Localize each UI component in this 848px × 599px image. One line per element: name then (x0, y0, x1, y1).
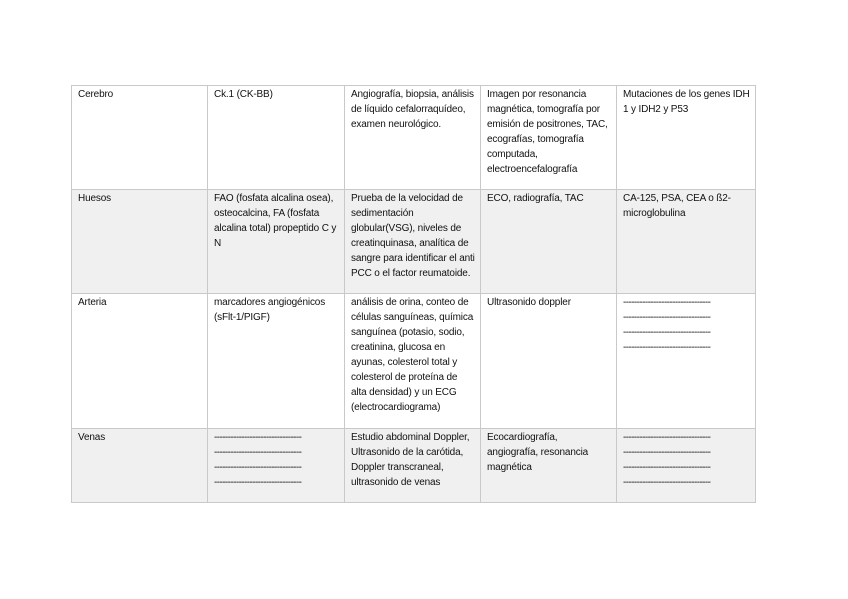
placeholder-dash-line: -------------------------------- (623, 432, 711, 443)
table-row (72, 86, 756, 190)
placeholder-dash-line: -------------------------------- (623, 327, 711, 338)
markers-cell: marcadores angiogénicos (sFlt-1/PIGF) (208, 294, 345, 429)
genes-cell: CA-125, PSA, CEA o ß2-microglobulina (617, 190, 756, 294)
placeholder-dash-line: -------------------------------- (214, 462, 302, 473)
imaging-cell: ECO, radiografía, TAC (481, 190, 617, 294)
organ-cell: Cerebro (72, 86, 208, 190)
imaging-cell: Ultrasonido doppler (481, 294, 617, 429)
placeholder-dash-line: -------------------------------- (214, 477, 302, 488)
placeholder-dash-line: -------------------------------- (623, 312, 711, 323)
placeholder-dash-line: -------------------------------- (214, 447, 302, 458)
placeholder-dash-line: -------------------------------- (623, 447, 711, 458)
diagnostic-table (71, 85, 756, 503)
table-row (72, 190, 756, 294)
imaging-cell: Imagen por resonancia magnética, tomografía por emisión de positrones, TAC, ecografías, tomografía computada, electroencefalografía (481, 86, 617, 190)
tests-cell: Prueba de la velocidad de sedimentación globular(VSG), niveles de creatinquinasa, analítica de sangre para identificar el anti PCC o el factor reumatoide. (345, 190, 481, 294)
organ-cell: Arteria (72, 294, 208, 429)
imaging-cell: Ecocardiografía, angiografía, resonancia magnética (481, 429, 617, 503)
placeholder-dash-line: -------------------------------- (623, 462, 711, 473)
table-row (72, 429, 756, 503)
placeholder-dash-line: -------------------------------- (623, 477, 711, 488)
placeholder-dash-line: -------------------------------- (214, 432, 302, 443)
tests-cell: Angiografía, biopsia, análisis de líquido cefalorraquídeo, examen neurológico. (345, 86, 481, 190)
markers-cell: FAO (fosfata alcalina osea), osteocalcina, FA (fosfata alcalina total) propeptido C y N (208, 190, 345, 294)
genes-cell: Mutaciones de los genes IDH 1 y IDH2 y P53 (617, 86, 756, 190)
organ-cell: Venas (72, 429, 208, 503)
markers-cell (208, 429, 345, 503)
tests-cell: Estudio abdominal Doppler, Ultrasonido de la carótida, Doppler transcraneal, ultrasonido de venas (345, 429, 481, 503)
placeholder-dash-line: -------------------------------- (623, 342, 711, 353)
table-row (72, 294, 756, 429)
genes-cell (617, 294, 756, 429)
placeholder-dash-line: -------------------------------- (623, 297, 711, 308)
markers-cell: Ck.1 (CK-BB) (208, 86, 345, 190)
genes-cell (617, 429, 756, 503)
tests-cell: análisis de orina, conteo de células sanguíneas, química sanguínea (potasio, sodio, creatinina, glucosa en ayunas, colesterol total y colesterol de proteína de alta densidad) y un ECG (electrocardiograma) (345, 294, 481, 429)
organ-cell: Huesos (72, 190, 208, 294)
